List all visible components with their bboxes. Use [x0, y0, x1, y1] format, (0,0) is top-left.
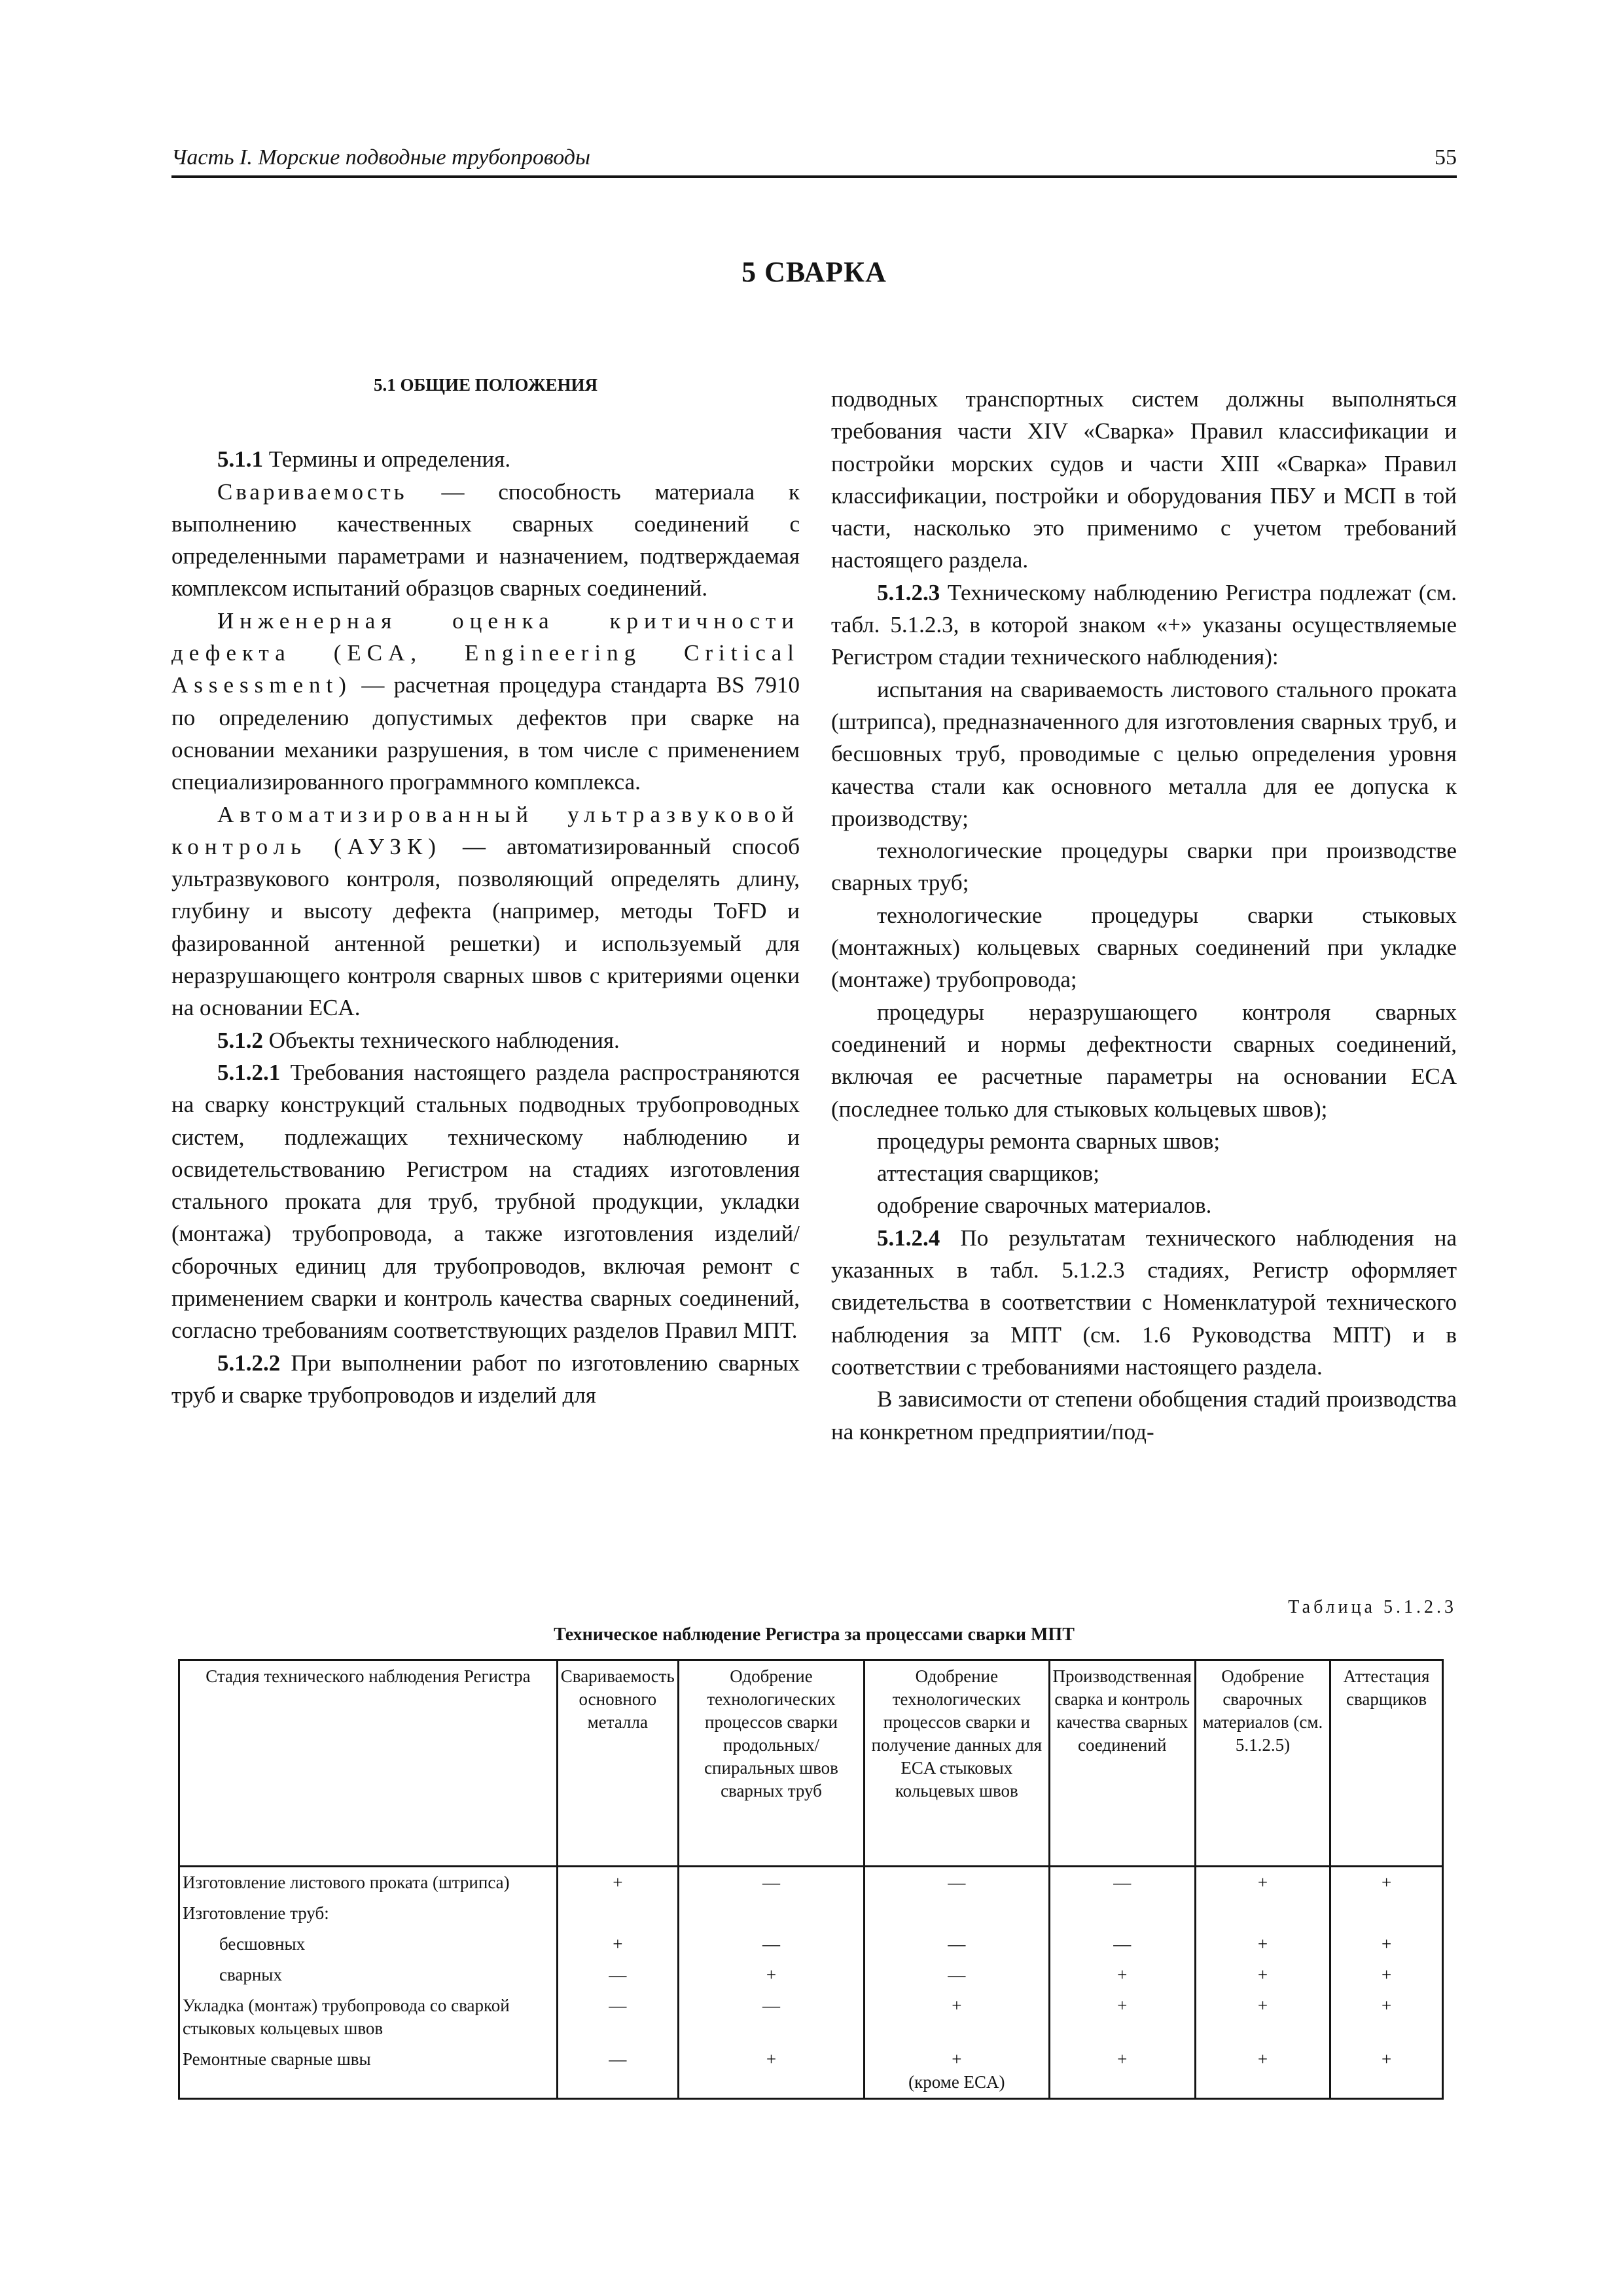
mark-cell: + [1330, 1960, 1443, 1990]
stage-cell: Ремонтные сварные швы [179, 2044, 558, 2099]
mark-cell [1195, 1898, 1330, 1929]
paragraph-5-1-2-3 [831, 577, 1457, 673]
stage-cell: сварных [179, 1960, 558, 1990]
mark-cell [1330, 1898, 1443, 1929]
mark-cell: — [1049, 1867, 1195, 1899]
column-header: Свариваемость основного металла [557, 1660, 678, 1867]
mark-cell [1049, 1898, 1195, 1929]
supervision-table [178, 1659, 1444, 2100]
running-header-title: Часть I. Морские подводные трубопроводы [171, 145, 591, 170]
list-item: испытания на свариваемость листового стального проката (штрипса), предназначенного для изготовления сварных труб, и бесшовных труб, проводимые с целью определения уровня качества стали как основного металла для ее допуска к производству; [831, 676, 1457, 831]
clause-text: По результатам технического наблюдения на указанных в табл. 5.1.2.3 стадиях, Регистр оформляет свидетельства в соответствии с Номенклатурой технического наблюдения за МПТ (см. 1.6 Руководства МПТ) и в соответствии с требованиями настоящего раздела. [831, 1225, 1457, 1380]
mark-cell [865, 1898, 1049, 1929]
paragraph-5-1-2 [171, 1024, 800, 1056]
column-header: Одобрение технологических процессов сварки продольных/ спиральных швов сварных труб [678, 1660, 864, 1867]
mark-cell: + [1195, 1867, 1330, 1899]
mark-cell: + [1330, 1867, 1443, 1899]
term: Свариваемость [217, 478, 408, 505]
clause-number: 5.1.2.3 [877, 579, 940, 605]
running-header [171, 145, 1457, 179]
table-row [179, 1960, 1443, 1990]
mark-cell: — [865, 1929, 1049, 1960]
mark-cell: — [678, 1990, 864, 2044]
table-header-row [179, 1660, 1443, 1867]
definition-auzk [171, 798, 800, 1024]
mark-cell: + [1195, 2044, 1330, 2099]
stage-cell: Изготовление труб: [179, 1898, 558, 1929]
column-header: Стадия технического наблюдения Регистра [179, 1660, 558, 1867]
clause-text: Объекты технического наблюдения. [263, 1027, 620, 1053]
mark-cell: + [1330, 1929, 1443, 1960]
mark-cell: + [1049, 1990, 1195, 2044]
mark-cell: — [557, 2044, 678, 2099]
paragraph-continued: подводных транспортных систем должны выполняться требования части XIV «Сварка» Правил классификации и постройки морских судов и части XIII «Сварка» Правил классификации, постройки и оборудования ПБУ и МСП в той части, насколько это применимо с учетом требований настоящего раздела. [831, 386, 1457, 573]
table-row [179, 1990, 1443, 2044]
clause-number: 5.1.2.4 [877, 1225, 940, 1251]
definition-text: — способность материала к выполнению качественных сварных соединений с определенными параметрами и назначением, подтверждаемая комплексом испытаний образцов сварных соединений. [171, 478, 800, 601]
right-column [831, 383, 1457, 1448]
mark-cell: — [678, 1929, 864, 1960]
left-column [171, 369, 800, 1411]
mark-cell: + [1049, 1960, 1195, 1990]
stage-cell: Изготовление листового проката (штрипса) [179, 1867, 558, 1899]
list-item: аттестация сварщиков; [877, 1160, 1100, 1187]
definition-text: — автоматизированный способ ультразвукового контроля, позволяющий определять длину, глубину и высоту дефекта (например, методы ToFD и фазированной антенной решетки) и используемый для неразрушающего контроля сварных швов с критериями оценки на основании ECA. [171, 833, 800, 1021]
clause-number: 5.1.2.1 [217, 1059, 281, 1085]
mark-cell: + [1330, 2044, 1443, 2099]
mark-cell [678, 1898, 864, 1929]
clause-number: 5.1.2 [217, 1027, 263, 1053]
clause-text: Требования настоящего раздела распространяются на сварку конструкций стальных подводных трубопроводных систем, подлежащих техническому наблюдению и освидетельствованию Регистром на стадиях изготовления стального проката для труб, трубной продукции, укладки (монтажа) трубопровода, а также изготовления изделий/сборочных единиц для трубопроводов, включая ремонт с применением сварки и контроль качества сварных соединений, согласно требованиям соответствующих разделов Правил МПТ. [171, 1059, 800, 1344]
mark-cell: + [557, 1929, 678, 1960]
stage-cell: бесшовных [179, 1929, 558, 1960]
column-header: Одобрение технологических процессов сварки и получение данных для ECA стыковых кольцевых швов [865, 1660, 1049, 1867]
table-row [179, 1867, 1443, 1899]
definition-weldability [171, 476, 800, 605]
paragraph-5-1-2-1 [171, 1056, 800, 1347]
mark-note: (кроме ECA) [908, 2072, 1005, 2092]
table-caption: Техническое наблюдение Регистра за процессами сварки МПТ [554, 1624, 1075, 1645]
clause-text: Техническому наблюдению Регистра подлежат (см. табл. 5.1.2.3, в которой знаком «+» указаны осуществляемые Регистром стадии технического наблюдения): [831, 579, 1457, 670]
mark-value: + [952, 2049, 962, 2069]
table-label: Таблица 5.1.2.3 [1288, 1597, 1457, 1617]
mark-cell: + [557, 1867, 678, 1899]
definition-text: — расчетная процедура стандарта BS 7910 по определению допустимых дефектов при сварке на основании механики разрушения, в том числе с применением специализированного программного комплекса. [171, 672, 800, 795]
column-header: Аттестация сварщиков [1330, 1660, 1443, 1867]
list-item: технологические процедуры сварки стыковых (монтажных) кольцевых сварных соединений при укладке (монтаже) трубопровода; [831, 902, 1457, 993]
term: Автоматизированный ультразвуковой контроль (АУЗК) [171, 801, 800, 859]
mark-cell: + [1195, 1929, 1330, 1960]
mark-cell [557, 1898, 678, 1929]
paragraph-continues: В зависимости от степени обобщения стадий производства на конкретном предприятии/под- [831, 1386, 1457, 1444]
mark-cell: + [1330, 1990, 1443, 2044]
mark-cell: — [557, 1960, 678, 1990]
mark-cell: + [678, 1960, 864, 1990]
mark-cell: + [678, 2044, 864, 2099]
chapter-title: 5 СВАРКА [741, 256, 887, 288]
stage-cell: Укладка (монтаж) трубопровода со сваркой стыковых кольцевых швов [179, 1990, 558, 2044]
table-row [179, 1898, 1443, 1929]
mark-cell: — [865, 1960, 1049, 1990]
mark-cell: — [865, 1867, 1049, 1899]
column-header: Производственная сварка и контроль качества сварных соединений [1049, 1660, 1195, 1867]
mark-cell: — [557, 1990, 678, 2044]
paragraph-5-1-1 [171, 443, 800, 475]
clause-text: Термины и определения. [263, 446, 511, 473]
clause-text: При выполнении работ по изготовлению сварных труб и сварке трубопроводов и изделий для [171, 1350, 800, 1408]
list-item: процедуры ремонта сварных швов; [877, 1128, 1221, 1154]
mark-cell: + [1049, 2044, 1195, 2099]
mark-cell: + [1195, 1990, 1330, 2044]
table-row [179, 1929, 1443, 1960]
mark-cell [865, 2044, 1049, 2099]
table-row [179, 2044, 1443, 2099]
header-divider [171, 175, 1457, 178]
page-number: 55 [1435, 145, 1457, 170]
term: Инженерная оценка критичности дефекта (ECA, Engineering Critical Assessment) [171, 607, 800, 698]
column-header: Одобрение сварочных материалов (см. 5.1.2.5) [1195, 1660, 1330, 1867]
section-title: 5.1 ОБЩИЕ ПОЛОЖЕНИЯ [373, 375, 598, 395]
list-item: технологические процедуры сварки при производстве сварных труб; [831, 838, 1457, 896]
list-item: процедуры неразрушающего контроля сварных соединений и нормы дефектности сварных соединений, включая ее расчетные параметры на основании ECA (последнее только для стыковых кольцевых швов); [831, 999, 1457, 1122]
paragraph-5-1-2-2 [171, 1347, 800, 1412]
mark-cell: — [1049, 1929, 1195, 1960]
mark-cell: + [1195, 1960, 1330, 1990]
definition-eca [171, 605, 800, 798]
list-item: одобрение сварочных материалов. [877, 1193, 1212, 1219]
mark-cell: + [865, 1990, 1049, 2044]
clause-number: 5.1.2.2 [217, 1350, 281, 1376]
clause-number: 5.1.1 [217, 446, 263, 473]
mark-cell: — [678, 1867, 864, 1899]
paragraph-5-1-2-4 [831, 1222, 1457, 1383]
